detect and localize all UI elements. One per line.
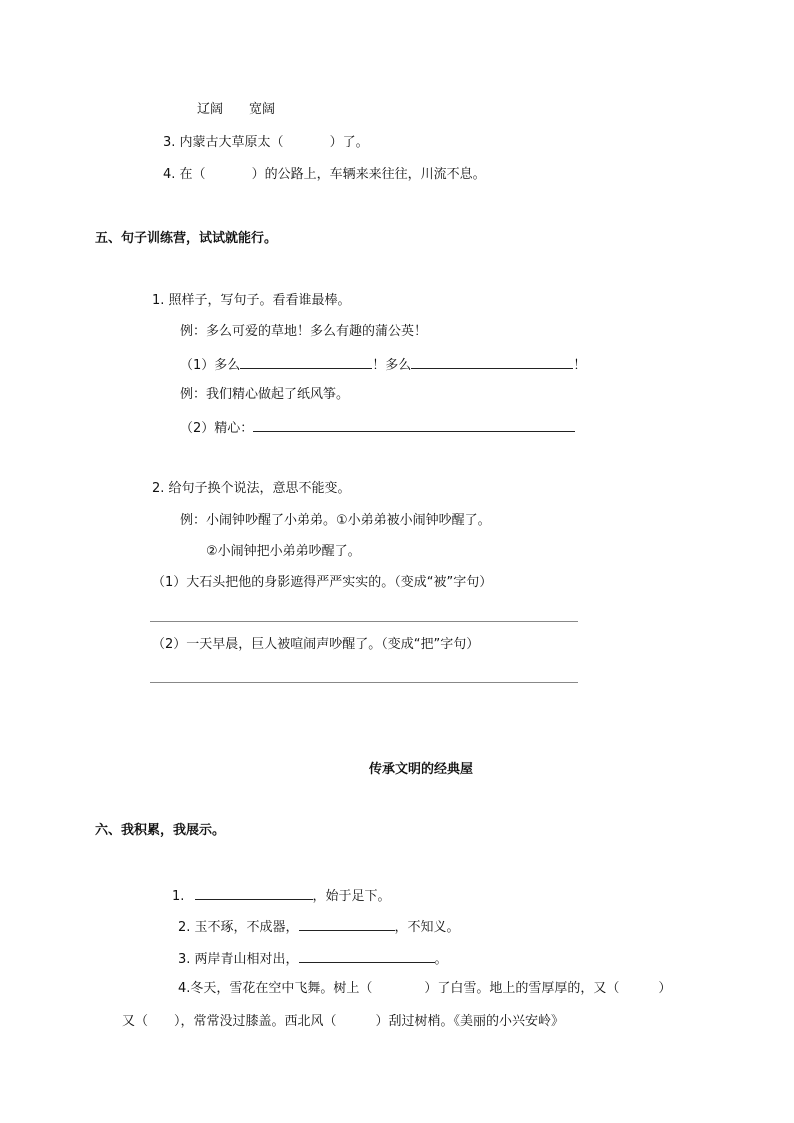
- q4-item-3: [163, 134, 369, 152]
- q5-1-item-1: [180, 355, 586, 375]
- item-text-before: 内蒙古大草原太（: [179, 135, 284, 150]
- q5-2-title: 2. 给句子换个说法，意思不能变。: [152, 481, 351, 496]
- item-text-after: ，不知义。: [394, 920, 460, 935]
- answer-blank[interactable]: [253, 418, 575, 432]
- q6-item-4-line-1: 4.冬天，雪花在空中飞舞。树上（ ）了白雪。地上的雪厚厚的，又（ ）: [178, 981, 672, 996]
- example-1: 例：多么可爱的草地！多么有趣的蒲公英！: [180, 324, 428, 339]
- answer-blank[interactable]: [195, 886, 313, 900]
- q6-item-3: [178, 949, 448, 969]
- q5-1-item-2: [180, 418, 575, 438]
- q6-item-1: [172, 886, 391, 906]
- item-text-after: ）了。: [329, 135, 369, 150]
- answer-blank[interactable]: [240, 355, 372, 369]
- section-5-heading: 五、句子训练营，试试就能行。: [95, 231, 278, 246]
- item-text-before: 2. 玉不琢，不成器，: [178, 920, 299, 935]
- answer-line[interactable]: [150, 621, 578, 622]
- q6-item-4-line-2: 又（ ），常常没过膝盖。西北风（ ）刮过树梢。《美丽的小兴安岭》: [122, 1014, 565, 1029]
- q6-item-2: [178, 917, 460, 937]
- item-text-after: ，始于足下。: [312, 889, 391, 904]
- item-text-after: 。: [434, 952, 448, 967]
- item-number: 4.: [163, 167, 176, 182]
- answer-blank[interactable]: [299, 917, 395, 931]
- q5-2-item-1: （1）大石头把他的身影遮得严严实实的。（变成“被”字句）: [152, 575, 493, 590]
- item-text-before: 在（: [179, 167, 206, 182]
- item-text-before: 3. 两岸青山相对出，: [178, 952, 299, 967]
- answer-blank[interactable]: [299, 949, 435, 963]
- q5-2-item-2: （2）一天早晨，巨人被喧闹声吵醒了。（变成“把”字句）: [152, 637, 480, 652]
- word-choices: 辽阔 宽阔: [197, 102, 276, 117]
- example-3: 例：小闹钟吵醒了小弟弟。①小弟弟被小闹钟吵醒了。: [180, 513, 491, 528]
- q5-1-title: 1. 照样子，写句子。看看谁最棒。: [152, 293, 351, 308]
- item-text-after: ）的公路上，车辆来来往往，川流不息。: [251, 167, 486, 182]
- answer-line[interactable]: [150, 682, 578, 683]
- item-mid: ！多么: [372, 358, 412, 373]
- item-end: ！: [573, 358, 587, 373]
- answer-blank[interactable]: [411, 355, 573, 369]
- item-number: 1.: [172, 889, 185, 904]
- q4-item-4: [163, 166, 486, 184]
- item-label: （1）多么: [180, 358, 241, 373]
- section-title: 传承文明的经典屋: [369, 762, 474, 777]
- item-number: 3.: [163, 135, 176, 150]
- item-label: （2）精心：: [180, 421, 254, 436]
- example-3-alt: ②小闹钟把小弟弟吵醒了。: [206, 544, 361, 559]
- section-6-heading: 六、我积累，我展示。: [95, 823, 226, 838]
- example-2: 例：我们精心做起了纸风筝。: [180, 387, 350, 402]
